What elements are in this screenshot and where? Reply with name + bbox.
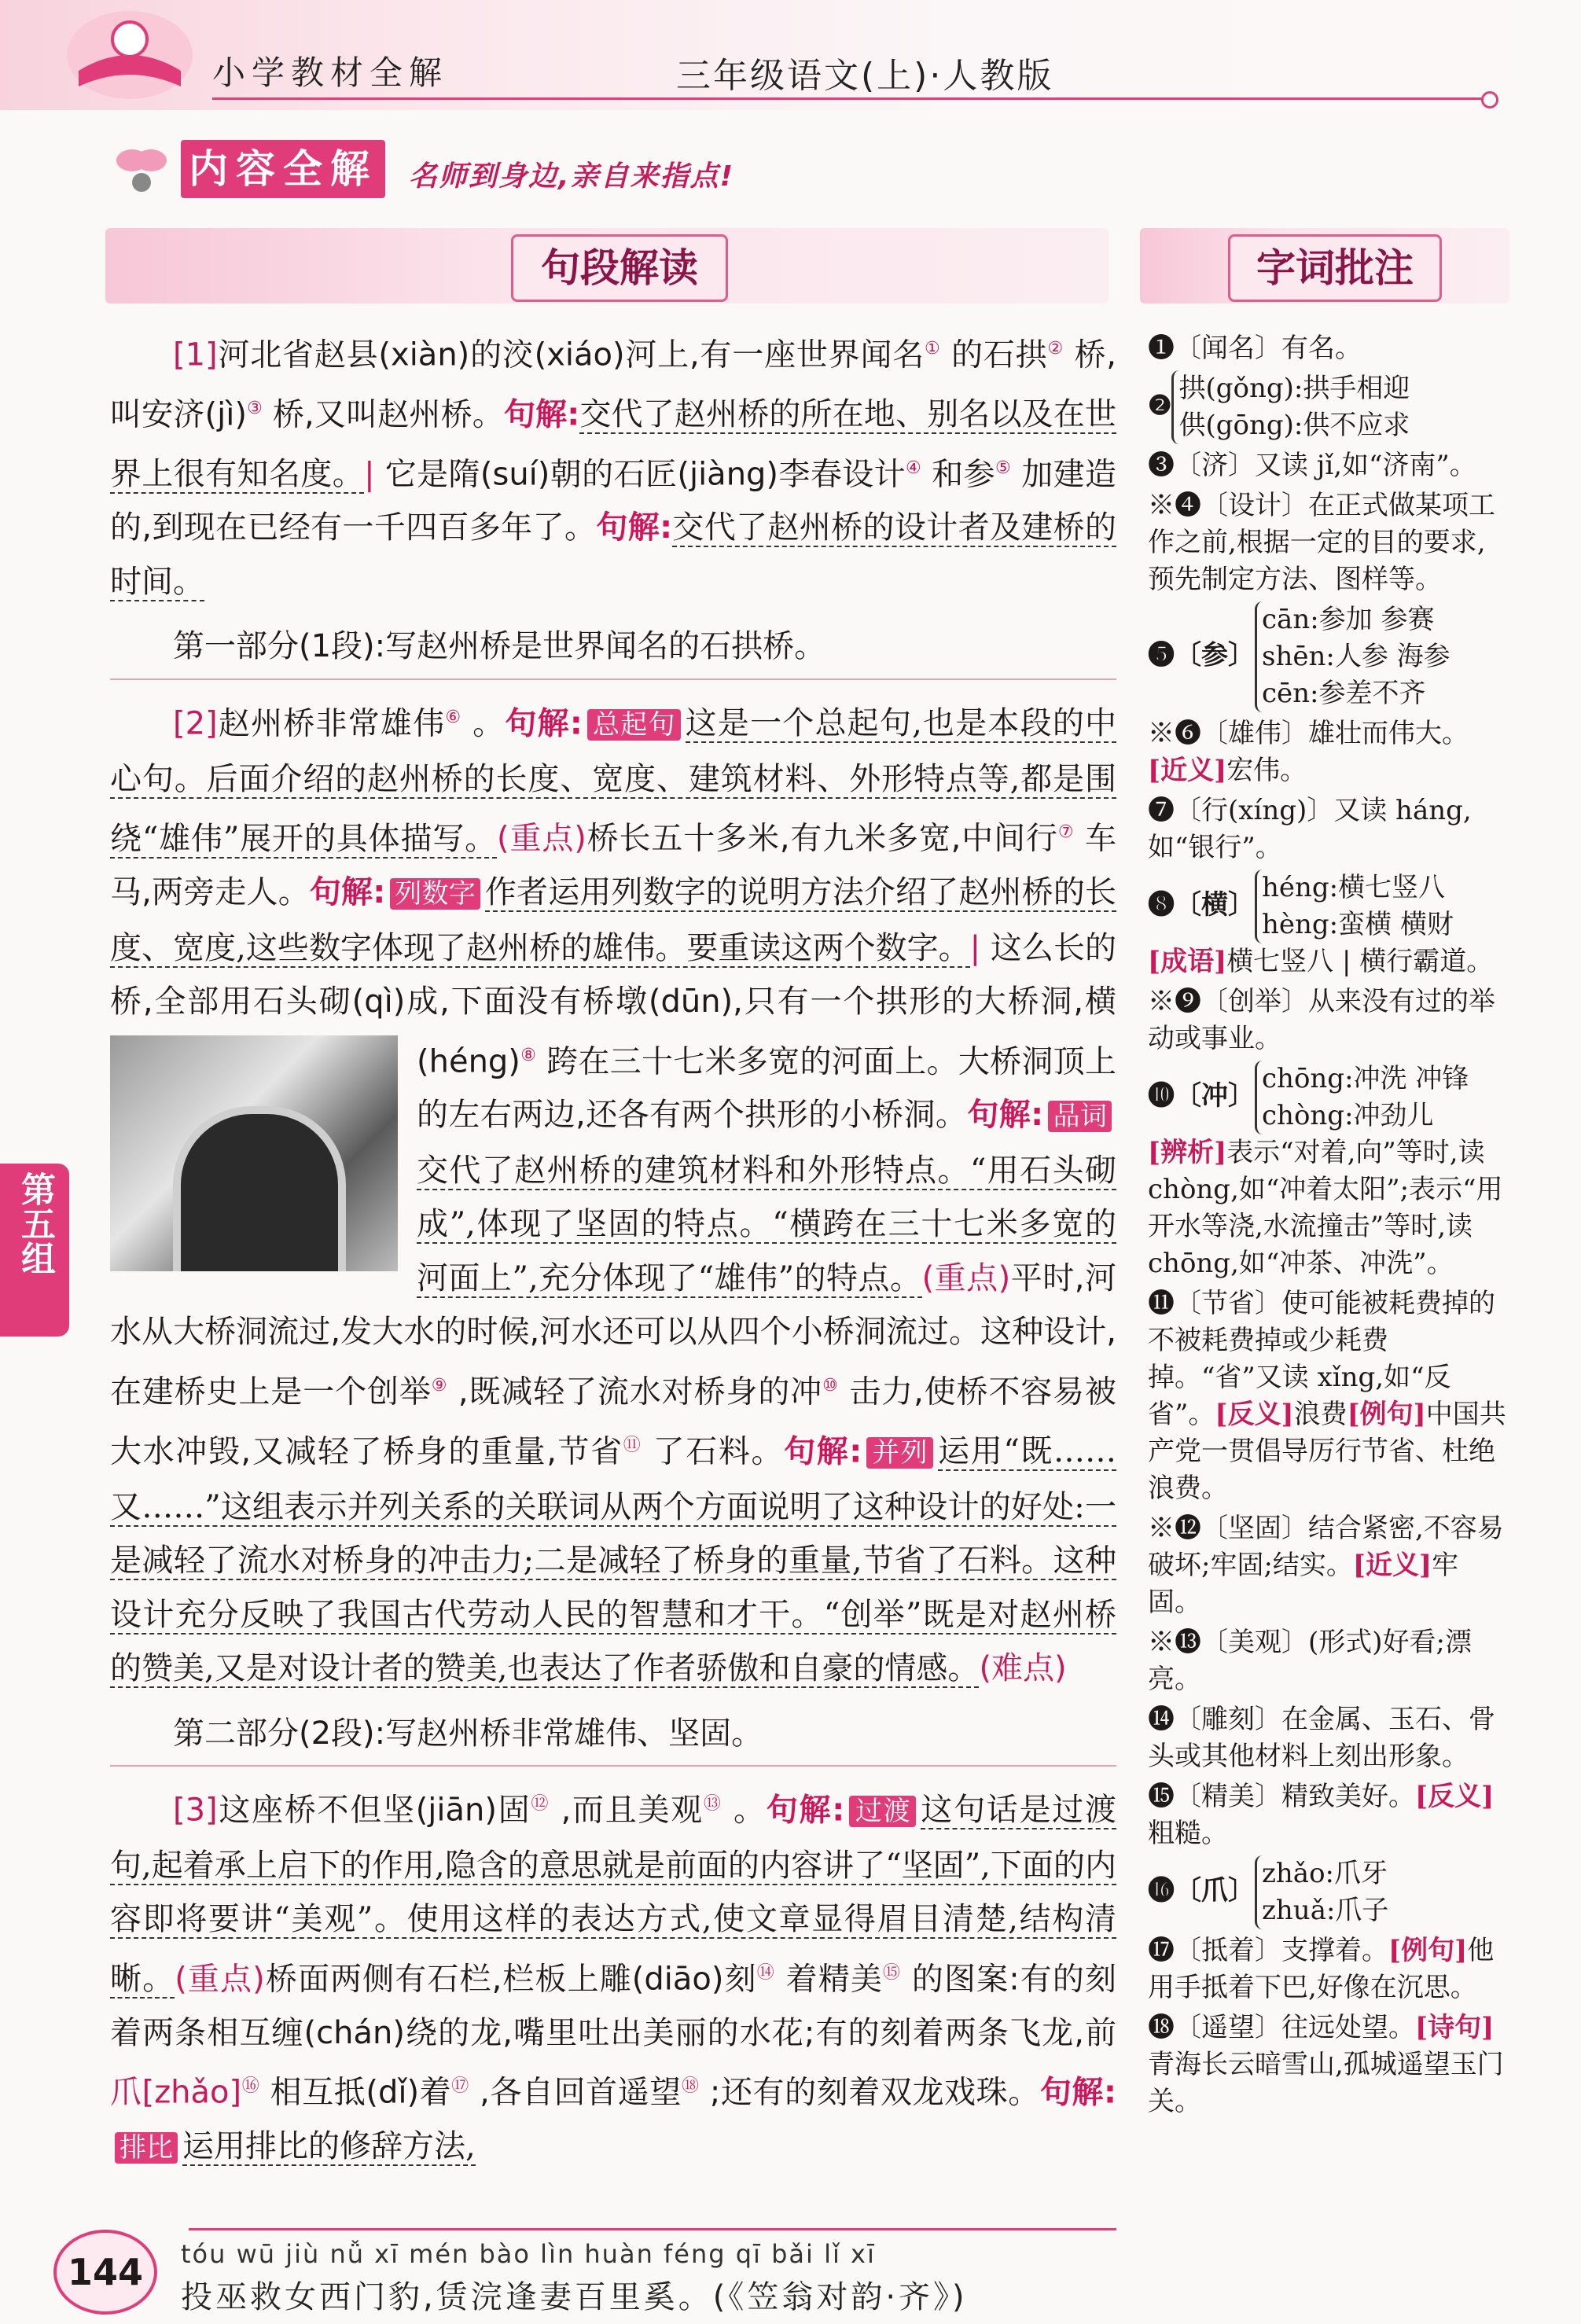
note-4: ※❹〔设计〕在正式做某项工作之前,根据一定的目的要求,预先制定方法、图样等。 xyxy=(1148,490,1495,595)
text: 桥,又叫赵州桥。 xyxy=(263,396,504,433)
note-ref[interactable]: ③ xyxy=(246,398,263,418)
text: 桥长五十多米,有九米多宽,中间行 xyxy=(586,820,1058,857)
brace-group xyxy=(1255,1061,1469,1134)
analysis-label: 句解: xyxy=(309,874,386,911)
text: ⓫〔节省〕使可能被耗费掉的不被耗费掉或少耗费掉。“省”又读 xǐng,如“反省”。 xyxy=(1148,1288,1495,1430)
note-head: ⓰〔爪〕 xyxy=(1148,1875,1255,1907)
book-logo-icon xyxy=(63,8,197,102)
analysis-tag: 并列 xyxy=(866,1437,933,1469)
note-head: ❿〔冲〕 xyxy=(1148,1080,1255,1112)
note-number: ❷ xyxy=(1148,390,1172,421)
text: ⓲〔遥望〕往远处望。 xyxy=(1148,2012,1415,2043)
text: ,既减轻了流水对桥身的冲 xyxy=(447,1373,823,1410)
note-ref[interactable]: ⑥ xyxy=(445,707,462,727)
analysis-text: 交代了赵州桥的设计者及建桥的时间。 xyxy=(110,509,1116,600)
text: ,各自回首遥望 xyxy=(469,2074,682,2111)
note-14: ⓮〔雕刻〕在金属、玉石、骨头或其他材料上刻出形象。 xyxy=(1148,1704,1495,1772)
key-point-label: (重点) xyxy=(497,820,586,857)
text: 宏伟。 xyxy=(1226,755,1307,786)
analysis-label: 句解: xyxy=(967,1097,1044,1134)
note-10 xyxy=(1148,1061,1509,1282)
pinyin-note: 爪[zhǎo] xyxy=(110,2074,242,2111)
text: 粗糙。 xyxy=(1148,1818,1228,1849)
reading: zhuǎ:爪子 xyxy=(1262,1895,1389,1926)
analysis-label: 句解: xyxy=(505,705,583,742)
note-3: ❸〔济〕又读 jǐ,如“济南”。 xyxy=(1148,450,1476,481)
brace-group xyxy=(1255,1855,1388,1929)
brace-group xyxy=(1171,370,1410,444)
text: 着精美 xyxy=(774,1961,883,1998)
reading: cān:参加 参赛 xyxy=(1262,604,1435,635)
brace-group xyxy=(1255,870,1454,943)
note-15 xyxy=(1148,1778,1509,1852)
text: 相互抵(dǐ)着 xyxy=(259,2074,452,2111)
text: 河北省赵县(xiàn)的洨(xiáo)河上,有一座世界闻名 xyxy=(217,336,925,373)
reading: chōng:冲洗 冲锋 xyxy=(1262,1063,1469,1094)
note-9: ※❾〔创举〕从来没有过的举动或事业。 xyxy=(1148,986,1495,1054)
footer-rule xyxy=(189,2228,1116,2230)
analysis-label: 句解: xyxy=(1039,2074,1116,2111)
analysis-text: 这是一个总起句,也是本段的中心句。后面介绍的赵州桥的长度、宽度、建筑材料、外形特点等,都是围绕“雄伟”展开的具体描写。 xyxy=(110,705,1117,857)
note-11 xyxy=(1148,1285,1509,1507)
page-number: 144 xyxy=(53,2230,157,2315)
note-7: ❼〔行(xíng)〕又读 háng,如“银行”。 xyxy=(1148,795,1472,863)
note-head: ❺〔参〕 xyxy=(1148,639,1255,671)
paragraph-number: [3] xyxy=(173,1792,218,1829)
analysis-tag: 品词 xyxy=(1048,1101,1112,1132)
text: 他用手抵着下巴,好像在沉思。 xyxy=(1148,1935,1495,2003)
text: ,而且美观 xyxy=(550,1792,704,1829)
header-dot xyxy=(1481,91,1498,108)
idiom-label: [成语] xyxy=(1148,946,1227,977)
analysis-text: 运用“既……又……”这组表示并列关系的关联词从两个方面说明了这种设计的好处:一是减轻了流水对桥身的冲击力;二是减轻了桥身的重量,节省了石料。这种设计充分反映了我国古代劳动人民的智慧和才干。“创举”既是对赵州桥的赞美,又是对设计者的赞美,也表达了作者骄傲和自豪的情感。 xyxy=(110,1433,1117,1687)
text: 这座桥不但坚(jiān)固 xyxy=(217,1792,531,1829)
paragraph-1 xyxy=(110,322,1116,609)
separator: | xyxy=(969,929,981,966)
banner-title: 内容全解 xyxy=(181,140,385,198)
note-ref[interactable]: ① xyxy=(925,339,941,359)
synonym-label: [近义] xyxy=(1352,1550,1432,1581)
text: 跨在三十七米多宽的河面上。大桥洞顶上的左右两边,还各有两个拱形的小桥洞。 xyxy=(417,1042,1116,1134)
part-summary-1: 第一部分(1段):写赵州桥是世界闻名的石拱桥。 xyxy=(110,620,1116,680)
text: 。 xyxy=(722,1792,767,1829)
note-ref[interactable]: ⑤ xyxy=(995,458,1012,478)
poem-label: [诗句] xyxy=(1415,2012,1495,2043)
text: 的石拱 xyxy=(940,336,1048,373)
unit-tab[interactable] xyxy=(0,1164,69,1337)
text: 平时,河水从大桥洞流过,发大水的时候,河水还可以从四个小桥洞流过。这种设计,在建桥史上是一个创举 xyxy=(110,1259,1116,1410)
banner-slogan: 名师到身边,亲自来指点! xyxy=(409,160,735,193)
note-12 xyxy=(1148,1510,1509,1621)
analysis-text: 这句话是过渡句,起着承上启下的作用,隐含的意思就是前面的内容讲了“坚固”,下面的内容即将要讲“美观”。使用这样的表达方式,使文章显得眉目清楚,结构清晰。 xyxy=(110,1792,1116,1998)
note-head: ❽〔横〕 xyxy=(1148,889,1255,921)
antonym-label: [反义] xyxy=(1215,1399,1294,1430)
note-ref[interactable]: ⑧ xyxy=(520,1045,537,1065)
note-ref[interactable]: ⑨ xyxy=(431,1375,448,1396)
text: 表示“对着,向”等时,读 chòng,如“冲着太阳”;表示“用开水等浇,水流撞击”等时,读 chōng,如“冲茶、冲洗”。 xyxy=(1148,1137,1503,1279)
note-13: ※⓭〔美观〕(形式)好看;漂亮。 xyxy=(1148,1627,1472,1695)
brace-group xyxy=(1255,601,1450,712)
analysis-tag: 过渡 xyxy=(849,1796,916,1827)
reading: 供(gōng):供不应求 xyxy=(1178,410,1410,441)
header-rule xyxy=(212,97,1486,100)
reading: zhǎo:爪牙 xyxy=(1262,1858,1388,1889)
text: 的图案:有的刻着两条相互缠(chán)绕的龙,嘴里吐出美丽的水花;有的刻着两条飞龙,前 xyxy=(110,1961,1116,2051)
note-5 xyxy=(1148,601,1509,712)
note-ref[interactable]: ⑮ xyxy=(882,1962,902,1983)
note-2 xyxy=(1148,370,1509,444)
text: 和参 xyxy=(921,455,996,492)
text: 它是隋(suí)朝的石匠(jiàng)李春设计 xyxy=(374,455,906,492)
series-title: 小学教材全解 xyxy=(212,53,449,92)
text: 桥,叫安济(jì) xyxy=(110,336,1116,433)
reading: cēn:参差不齐 xyxy=(1262,678,1426,709)
book-title: 三年级语文(上)·人教版 xyxy=(676,56,1054,96)
main-text xyxy=(110,322,1116,2175)
note-6 xyxy=(1148,715,1509,789)
analysis-label: 句解: xyxy=(766,1792,845,1829)
analysis-label: 句解: xyxy=(503,396,580,433)
note-16 xyxy=(1148,1855,1509,1929)
key-point-label: (重点) xyxy=(175,1961,265,1998)
text: 加建造的,到现在已经有一千四百多年了。 xyxy=(110,455,1117,546)
antonym-label: [反义] xyxy=(1415,1781,1495,1812)
example-label: [例句] xyxy=(1388,1935,1468,1966)
analysis-tag: 总起句 xyxy=(587,709,681,741)
text: 横七竖八 | 横行霸道。 xyxy=(1226,946,1494,977)
text: 这么长的桥,全部用石头砌(qì)成,下面没有桥墩(dūn),只有一个拱形的大桥洞,横(héng) xyxy=(110,929,1117,1079)
analysis-label: [辨析] xyxy=(1148,1137,1227,1168)
text: ※⓬〔坚固〕结合紧密,不容易破坏;牢固;结实。 xyxy=(1148,1513,1504,1581)
note-8 xyxy=(1148,870,1509,980)
reading: héng:横七竖八 xyxy=(1262,872,1446,903)
note-ref[interactable]: ⑰ xyxy=(451,2076,469,2097)
analysis-text: 作者运用列数字的说明方法介绍了赵州桥的长度、宽度,这些数字体现了赵州桥的雄伟。要重读这两个数字。 xyxy=(110,874,1117,966)
butterfly-icon xyxy=(110,134,173,197)
text: 青海长云暗雪山,孤城遥望玉门关。 xyxy=(1148,2049,1504,2117)
analysis-label: 句解: xyxy=(784,1433,862,1470)
text: ※❻〔雄伟〕雄壮而伟大。 xyxy=(1148,718,1469,749)
word-notes xyxy=(1148,330,1509,2124)
text: 了石料。 xyxy=(642,1433,785,1470)
text: 桥面两侧有石栏,栏板上雕(diāo)刻 xyxy=(264,1961,757,1998)
note-ref[interactable]: ② xyxy=(1047,339,1064,359)
note-ref[interactable]: ⑦ xyxy=(1057,822,1075,843)
note-ref[interactable]: ⑩ xyxy=(822,1375,839,1396)
reading: hèng:蛮横 横财 xyxy=(1262,909,1454,940)
text: 车马,两旁走人。 xyxy=(110,820,1116,911)
difficulty-label: (难点) xyxy=(979,1650,1067,1687)
analysis-text: 运用排比的修辞方法, xyxy=(182,2128,476,2165)
bridge-photo xyxy=(110,1035,398,1271)
analysis-text: 交代了赵州桥的建筑材料和外形特点。“用石头砌成”,体现了坚固的特点。“横跨在三十七米多宽的河面上”,充分体现了“雄伟”的特点。 xyxy=(417,1152,1116,1296)
text: 赵州桥非常雄伟 xyxy=(217,705,446,742)
section-title-notes: 字词批注 xyxy=(1228,234,1442,302)
analysis-label: 句解: xyxy=(596,509,673,546)
footer-pinyin: tóu wū jiù nǚ xī mén bào lìn huàn féng qī bǎi lǐ xī xyxy=(181,2239,876,2269)
separator: | xyxy=(364,455,375,492)
text: 中国共产党一贯倡导厉行节省、杜绝浪费。 xyxy=(1148,1399,1506,1504)
text: 牢固。 xyxy=(1148,1550,1459,1618)
analysis-tag: 列数字 xyxy=(390,878,480,910)
note-18 xyxy=(1148,2010,1509,2120)
reading: chòng:冲劲儿 xyxy=(1262,1100,1434,1131)
paragraph-2 xyxy=(110,691,1116,1696)
note-ref[interactable]: ⑭ xyxy=(756,1962,775,1983)
example-label: [例句] xyxy=(1347,1399,1426,1430)
text: 击力,使桥不容易被大水冲毁,又减轻了桥身的重量,节省 xyxy=(110,1373,1117,1470)
note-ref[interactable]: ⑯ xyxy=(241,2076,260,2097)
note-ref[interactable]: ⑫ xyxy=(531,1794,550,1815)
bridge-arch xyxy=(173,1106,346,1271)
part-summary-2: 第二部分(2段):写赵州桥非常雄伟、坚固。 xyxy=(110,1707,1116,1767)
section-title-reading: 句段解读 xyxy=(511,234,728,302)
note-17 xyxy=(1148,1932,1509,2006)
note-ref[interactable]: ④ xyxy=(906,458,922,478)
paragraph-number: [1] xyxy=(173,336,218,373)
text: 。 xyxy=(461,705,506,742)
note-ref[interactable]: ⑪ xyxy=(623,1435,642,1455)
text: ;还有的刻着双龙戏珠。 xyxy=(699,2074,1040,2111)
reading: shēn:人参 海参 xyxy=(1262,641,1450,672)
paragraph-3 xyxy=(110,1778,1116,2175)
footer-poem: 投巫救女西门豹,赁浣逢妻百里奚。(《笠翁对韵·齐》) xyxy=(181,2279,968,2315)
paragraph-number: [2] xyxy=(173,705,218,742)
note-ref[interactable]: ⑬ xyxy=(703,1794,722,1815)
text: 浪费 xyxy=(1293,1399,1348,1430)
note-1: ❶〔闻名〕有名。 xyxy=(1148,333,1362,364)
text: ⓯〔精美〕精致美好。 xyxy=(1148,1781,1415,1812)
analysis-text: 交代了赵州桥的所在地、别名以及在世界上很有知名度。 xyxy=(110,396,1117,492)
reading: 拱(gǒng):拱手相迎 xyxy=(1178,373,1410,404)
note-ref[interactable]: ⑱ xyxy=(681,2076,700,2097)
key-point-label: (重点) xyxy=(921,1259,1011,1296)
text: ⓱〔抵着〕支撑着。 xyxy=(1148,1935,1388,1966)
synonym-label: [近义] xyxy=(1148,755,1227,786)
analysis-tag: 排比 xyxy=(115,2132,178,2164)
unit-tab-label: 第五组 xyxy=(15,1171,55,1275)
